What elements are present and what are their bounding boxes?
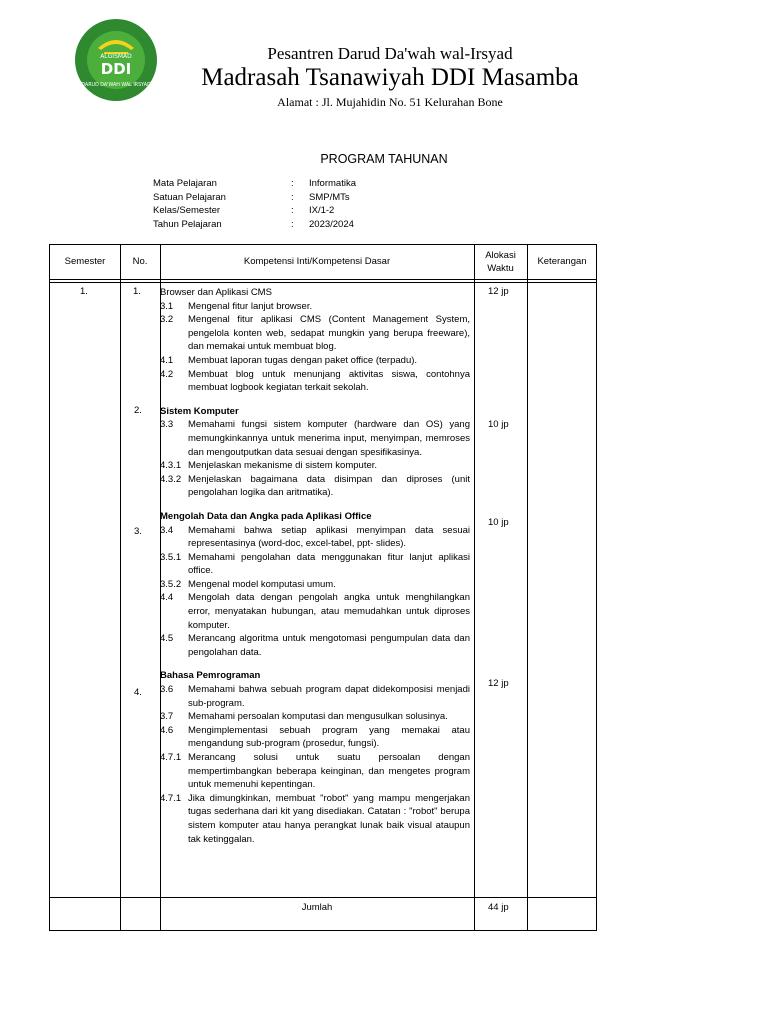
meta-block <box>153 177 356 231</box>
list-item: 3.6 Memahami bahwa sebuah program dapat didekomposisi menjadi sub-program. <box>160 684 470 709</box>
list-item: 4.6 Mengimplementasi sebuah program yang memakai atau mengandung sub-program (prosedur, fungsi). <box>160 724 470 750</box>
logo-top-text: ALGISMAD <box>100 53 132 60</box>
header-keterangan: Keterangan <box>537 256 587 267</box>
header-alokasi: Alokasi Waktu <box>485 250 516 274</box>
section-no: 3. <box>134 526 142 537</box>
section-no: 1. <box>133 286 141 297</box>
list-item: 4.2 Membuat blog untuk menunjang aktivitas siswa, contohnya membuat logbook kegiatan terkait sekolah. <box>160 368 470 394</box>
section-jp: 12 jp <box>488 678 509 689</box>
meta-row: Tahun Pelajaran : 2023/2024 <box>153 218 354 230</box>
section-title: Sistem Komputer <box>160 405 239 417</box>
list-item: 4.7.1 Jika dimungkinkan, membuat "robot" yang mampu mengerjakan tugas sederhana dari kit yang disediakan. Catatan : "robot" berupa sistem komputer atau hanya perangkat lunak baik visual ataupun tak ketinggalan. <box>160 792 470 845</box>
header-no: No. <box>132 256 148 267</box>
list-item: 3.2 Mengenal fitur aplikasi CMS (Content Management System, pengelola konten web, sedapat mungkin yang berupa freeware), dan memakai untuk membuat blog. <box>160 314 470 353</box>
list-item: 3.5.2 Mengenal model komputasi umum. <box>160 578 336 590</box>
meta-row: Mata Pelajaran : Informatika <box>153 178 356 189</box>
logo-ring-text: DARUD DA'WAH WAL IRSYAD <box>81 83 151 88</box>
school-line-1: Pesantren Darud Da'wah wal-Irsyad <box>267 44 513 63</box>
list-item: 4.3.2 Menjelaskan bagaimana data disimpan dan diproses (unit pengolahan logika dan aritmatika). <box>160 473 470 499</box>
list-item: 3.5.1 Memahami pengolahan data menggunakan fitur lanjut aplikasi office. <box>160 551 470 577</box>
list-item: 3.7 Memahami persoalan komputasi dan mengusulkan solusinya. <box>160 711 448 723</box>
logo-main-text: DDI <box>100 60 132 78</box>
list-item: 4.1 Membuat laporan tugas dengan paket office (terpadu). <box>160 354 418 366</box>
meta-row: Satuan Pelajaran : SMP/MTs <box>153 191 350 203</box>
list-item: 3.1 Mengenal fitur lanjut browser. <box>160 300 313 312</box>
list-item: 3.3 Memahami fungsi sistem komputer (hardware dan OS) yang memungkinkannya untuk menerima input, menyimpan, memroses dan mengoutputkan data sesuai dengan spesifikasinya. <box>160 419 470 458</box>
jumlah-label: Jumlah <box>301 902 333 913</box>
header-semester: Semester <box>64 256 106 267</box>
list-item: 4.3.1 Menjelaskan mekanisme di sistem komputer. <box>160 460 378 472</box>
ddi-logo <box>74 18 158 102</box>
section-title: Browser dan Aplikasi CMS <box>160 287 272 298</box>
school-name: Madrasah Tsanawiyah DDI Masamba <box>201 64 579 91</box>
section-no: 2. <box>134 405 142 416</box>
list-item: 4.7.1 Merancang solusi untuk suatu persoalan dengan mempertimbangkan beberapa keinginan, dan mengetes program untuk memenuhi kepentingan. <box>160 752 470 791</box>
jumlah-value: 44 jp <box>488 902 509 913</box>
document-title: PROGRAM TAHUNAN <box>320 152 448 166</box>
list-item: 4.5 Merancang algoritma untuk mengotomasi pengumpulan data dan pengolahan data. <box>160 633 470 658</box>
section-title: Bahasa Pemrograman <box>160 670 261 682</box>
section-no: 4. <box>134 687 142 698</box>
section-title: Mengolah Data dan Angka pada Aplikasi Office <box>160 510 372 522</box>
section-jp: 10 jp <box>488 419 509 430</box>
list-item: 4.4 Mengolah data dengan pengolah angka untuk menghilangkan error, menyatakan hubungan, atau memudahkan untuk diproses komputer. <box>160 592 470 631</box>
semester-value: 1. <box>80 286 88 297</box>
list-item: 3.4 Memahami bahwa setiap aplikasi menyimpan data sesuai representasinya (word-doc, excel-tabel, ppt- slides). <box>160 524 470 550</box>
section-jp: 12 jp <box>488 286 509 297</box>
program-table <box>49 244 597 931</box>
header-kompetensi: Kompetensi Inti/Kompetensi Dasar <box>243 256 391 267</box>
section-jp: 10 jp <box>488 517 509 528</box>
school-address: Alamat : Jl. Mujahidin No. 51 Kelurahan Bone <box>277 95 503 109</box>
meta-row: Kelas/Semester : IX/1-2 <box>153 205 335 216</box>
kompetensi-body <box>160 286 470 846</box>
